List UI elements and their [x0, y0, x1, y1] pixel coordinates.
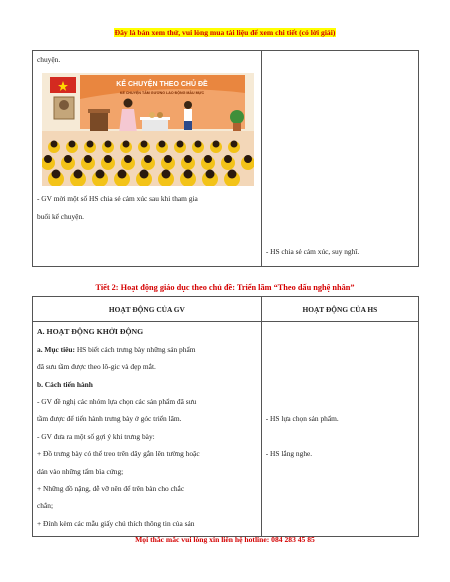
procedure-line-3: - GV đưa ra một số gợi ý khi trưng bày:	[37, 432, 155, 441]
procedure-line-5: dán vào những tấm bìa cứng;	[37, 467, 124, 476]
procedure-line-1: - GV đề nghị các nhóm lựa chọn các sản phẩm đã sưu	[37, 397, 197, 406]
procedure-line-8: + Đính kèm các mẫu giấy chú thích thông tin của sản	[37, 519, 195, 528]
header-teacher: HOẠT ĐỘNG CỦA GV	[33, 297, 262, 322]
goal-line-1	[37, 343, 195, 357]
teacher-activity-cell	[33, 51, 262, 267]
procedure-line-4: + Đồ trưng bày có thể treo trên dây gắn lên tường hoặc	[37, 449, 200, 458]
share-feelings-line-2: buổi kể chuyện.	[37, 212, 84, 221]
student-line-2: - HS lắng nghe.	[265, 449, 313, 458]
goal-text: HS biết cách trưng bày những sản phẩm	[74, 345, 196, 354]
section-title: Tiết 2: Hoạt động giáo dục theo chủ đề: Triển lãm “Theo dấu nghệ nhân”	[95, 283, 355, 292]
illustration-title: KỂ CHUYỆN THEO CHỦ ĐỀ	[116, 81, 208, 88]
procedure-line-7: chắn;	[37, 501, 54, 510]
student-line-1: - HS lựa chọn sản phẩm.	[265, 414, 339, 423]
goal-label: a. Mục tiêu:	[37, 345, 75, 354]
student-activity-cell	[261, 51, 418, 267]
bottom-banner: Mọi thắc mắc vui lòng xin liên hệ hotline: 084 283 45 85	[135, 535, 315, 544]
procedure-line-2: tầm được để tiến hành trưng bày ở góc triển lãm.	[37, 414, 182, 423]
student-activities	[261, 322, 418, 537]
procedure-label: b. Cách tiến hành	[37, 380, 93, 389]
storytelling-illustration	[42, 73, 254, 186]
header-student: HOẠT ĐỘNG CỦA HS	[261, 297, 418, 322]
continued-text: chuyện.	[37, 55, 61, 64]
student-response: - HS chia sẻ cảm xúc, suy nghĩ.	[265, 247, 360, 256]
top-banner-text: Đây là bản xem thử, vui lòng mua tài liệu để xem chi tiết (có lời giải)	[114, 28, 336, 37]
top-banner	[0, 28, 450, 37]
goal-line-2: đã sưu tầm được theo lô-gic và đẹp mắt.	[37, 362, 156, 371]
heading-warmup: A. HOẠT ĐỘNG KHỞI ĐỘNG	[37, 327, 144, 336]
illustration-subtitle: KỂ CHUYỆN TẤM GƯƠNG LAO ĐỘNG MẪU MỰC	[119, 91, 205, 95]
activity-table	[32, 296, 419, 537]
procedure-line-6: + Những đồ nặng, dễ vỡ nên để trên bàn cho chắc	[37, 484, 185, 493]
share-feelings-line-1: - GV mời một số HS chia sẻ cảm xúc sau khi tham gia	[37, 194, 198, 203]
activity-table-continued	[32, 50, 419, 267]
teacher-activities	[33, 322, 262, 537]
